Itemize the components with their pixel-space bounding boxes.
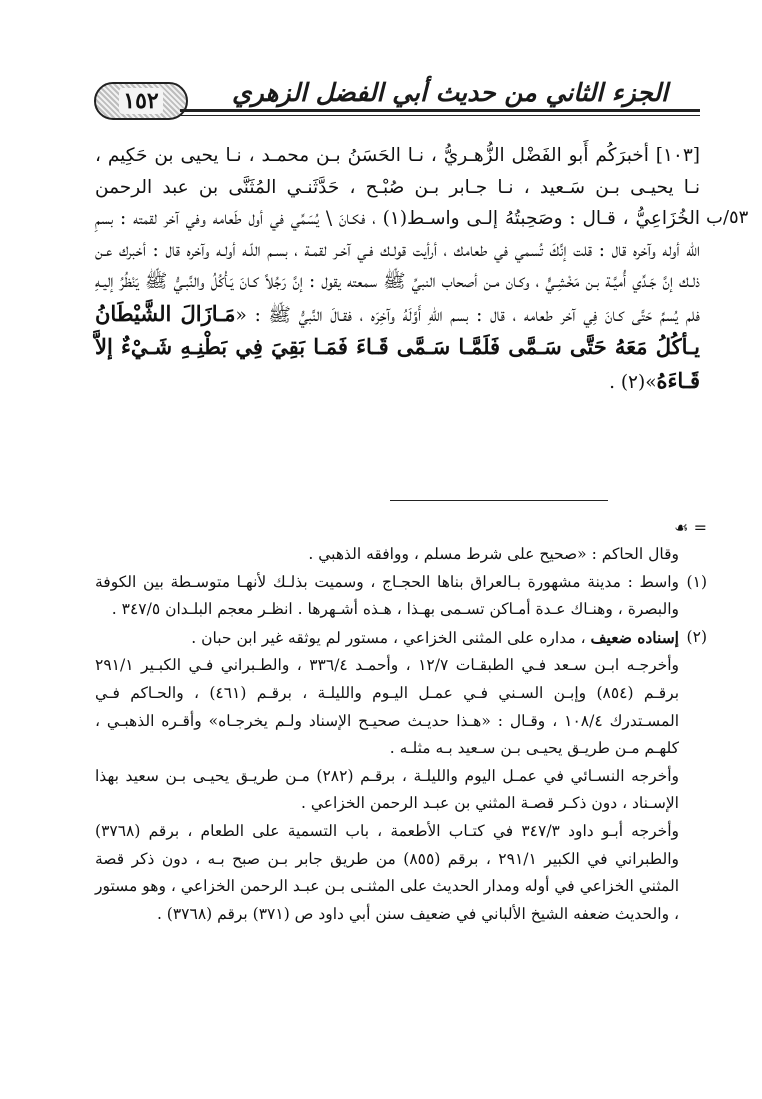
narration-text: [١٠٣] أخبرَكُم أَبو الفَضْل الزُّهـريُّ ، نـا الحَسَنُ بـن محمـد ، نـا يحيى بن حَكِيم ، نـا يحيـى بـن سَـعيد ، نـا جـابر بـن صُبْـح ، حَدَّثَنـي المُثَنَّى بن عبد الرحمن الخُزَاعِيُّ ، قـال : وصَحِبتُهُ إلـى واسـط(١) ، فكـانَ \ يُسَمِّي في أول طَعامه وفي آخر لقمته : بسمِ اللّه أوله وآخره قال : قلت إنَّكَ تُسمي في طعامك ، أرأيت قولـك فـي آخـر لقمـة ، بسـم اللّـه أولـه وآخره قال : أخبرك عـن ذلـك إنَّ جَـدِّي أُميَّـة بـن مَخْشِـيٍّ ، وكـان مـن أصحاب النبيِّ ﷺ سمعته يقول : إنَّ رَجُلاً كـانَ يَـأْكُلُ والنَّبـيُّ ﷺ يَنْظُرُ إليـهِ فلم يُسمِّ حَتَّى كـانَ فِي آخر طعامه ، قال : بسم اللّهِ أَوَّلَهُ وآخِرَه ، فقـالَ النَّبيُّ ﷺ : « (95, 145, 700, 326)
footnote-1-marker: (١) (686, 572, 707, 591)
footnote-2-lead-text: ، مداره على المثنى الخزاعي ، مستور لم يوثقه غير ابن حبان . (191, 628, 586, 647)
footnote-2-para-3: وأخرجه أبـو داود ٣٤٧/٣ في كتـاب الأطعمة ، باب التسمية على الطعام ، برقم (٣٧٦٨) والطبراني في الكبير ٢٩١/١ ، برقم (٨٥٥) من طريق جابر بـن صبح بـه ، دون ذكر قصة المثني الخزاعي في أوله ومدار الحديث على المثنـى بـن عبـد الرحمن الخزاعي ، وهو مستور ، والحديث ضعفه الشيخ الألباني في ضعيف سنن أبي داود ص (٣٧١) برقم (٣٧٦٨) . (95, 821, 680, 923)
footnote-separator (390, 500, 608, 501)
hakim-line: وقال الحاكم : «صحيح على شرط مسلم ، ووافقه الذهبي . (308, 545, 679, 563)
page-header (88, 78, 700, 124)
footnote-1-text: واسط : مدينة مشهورة بـالعراق بناها الحجـاج ، وسميت بذلـك لأنهـا متوسـطة بين الكوفة والبصرة ، وهنـاك عـدة أمـاكن تسـمى بهـذا ، هـذه أشـهرها . انظـر معجم البلـدان ٣٤٧/٥ . (95, 572, 679, 619)
footnote-2 (95, 624, 707, 653)
footnote-1 (95, 569, 707, 624)
footnotes (95, 514, 707, 928)
continuation-mark: = ☙ (674, 518, 707, 537)
main-text (95, 140, 700, 398)
saying-end: »(٢) . (609, 371, 657, 393)
footnote-2-lead (95, 624, 679, 653)
footnote-2-para-1: وأخرجـه ابـن سـعد فـي الطبقـات ١٢/٧ ، وأحمـد ٣٣٦/٤ ، والطـبراني فـي الكبـير ٢٩١/١ برقـم (٨٥٤) وإبـن السـني فـي عمـل اليـوم والليلـة ، برقـم (٤٦١) ، والحـاكم فـي المسـتدرك ١٠٨/٤ ، وقـال : «هـذا حديـث صحيـح الإسناد ولـم يخرجـاه» وأقـره الذهبـي ، كلهـم مـن طريـق يحيـى بـن سـعيد بـه مثلـه . (95, 656, 680, 758)
page-number-badge (94, 82, 188, 120)
page-number: ١٥٢ (119, 88, 162, 114)
folio-marker: ٥٣/ب (706, 207, 749, 228)
footnote-2-para-2: وأخرجه النسـائي في عمـل اليوم والليلـة ، برقـم (٢٨٢) مـن طريـق يحيـى بـن سعيد بهذا الإسـناد ، دون ذكـر قصـة المثني بن عبـد الرحمن الخزاعي . (95, 766, 679, 813)
hadith-paragraph (95, 140, 700, 398)
isnad-grade: إسناده ضعيف (590, 627, 679, 647)
header-rule-thin (180, 115, 700, 116)
footnote-2-marker: (٢) (686, 627, 707, 646)
running-title: الجزء الثاني من حديث أبي الفضل الزهري (232, 78, 668, 107)
prophetic-saying: مَـازَالَ الشَّيْطَانُ يـأكُلُ مَعَهُ حَتَّى سَـمَّى فَلَمَّـا سَـمَّى قَـاءَ فَمَـا بَقِيَ فِي بَطْنِـهِ شَـيْءٌ إلاَّ قَـاءَهُ (95, 300, 700, 393)
header-rule (180, 109, 700, 112)
